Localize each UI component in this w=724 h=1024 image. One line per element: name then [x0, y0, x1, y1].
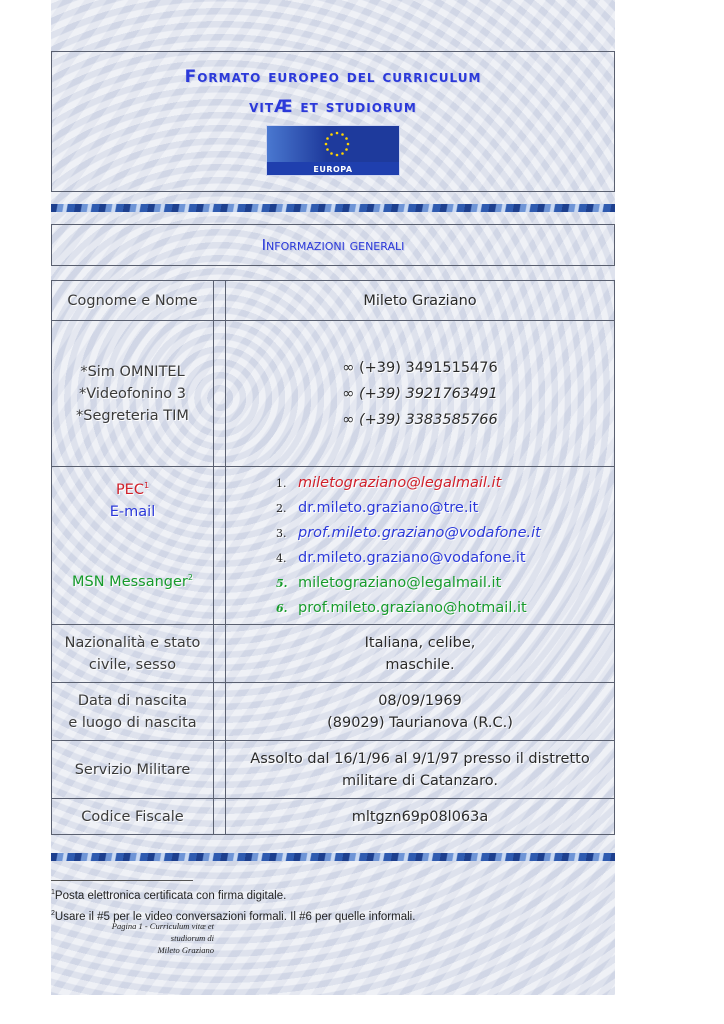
- footnote-2: $^2$Usare il #5 per le video conversazioni formali. Il #6 per quelle informali.: [51, 909, 416, 923]
- list-item: 6. prof.mileto.graziano@hotmail.it: [276, 597, 614, 620]
- page-footer-line-3: Mileto Graziano: [157, 945, 214, 955]
- nationality-value-1: Italiana, celibe,: [364, 634, 476, 651]
- document-title: [52, 62, 614, 122]
- pec-label: PEC: [115, 481, 144, 498]
- decorative-band-bottom: [51, 853, 615, 861]
- eu-stars-icon: [323, 130, 351, 158]
- row-birth: [52, 683, 615, 741]
- page-footer: [86, 920, 214, 956]
- footnote-ref-1: 1: [143, 481, 150, 490]
- fiscal-value: mltgzn69p08l063a: [351, 808, 489, 825]
- title-line-1: Formato europeo del curriculum: [184, 67, 482, 87]
- row-nationality: [52, 625, 615, 683]
- footnote-rule: [51, 880, 193, 881]
- footnote-ref-2: 2: [187, 572, 193, 582]
- title-box: [51, 51, 615, 192]
- flag-label: EUROPA: [313, 165, 353, 174]
- birth-place-value: (89029) Taurianova (R.C.): [327, 714, 513, 731]
- birth-date-value: 08/09/1969: [378, 692, 462, 709]
- page-footer-line-2: studiorum di: [170, 933, 214, 943]
- birth-label-2: e luogo di nascita: [68, 714, 197, 731]
- birth-label-1: Data di nascita: [77, 692, 188, 709]
- nationality-value-2: maschile.: [385, 656, 455, 673]
- page-footer-line-1: Pagina 1 - Curriculum vitæ et: [111, 921, 214, 931]
- section-header-box: [51, 224, 615, 266]
- name-value: Mileto Graziano: [363, 292, 477, 309]
- list-item: 4. dr.mileto.graziano@vodafone.it: [276, 547, 614, 570]
- nationality-label-1: Nazionalità e stato: [64, 634, 201, 651]
- email-link-2[interactable]: dr.mileto.graziano@tre.it: [298, 499, 479, 516]
- row-fiscal: [52, 799, 615, 835]
- military-value-1: Assolto dal 16/1/96 al 9/1/97 presso il distretto: [250, 750, 590, 767]
- phone-label-2: *Videofonino 3: [79, 385, 186, 402]
- row-name: [52, 281, 615, 321]
- eu-flag-logo: [266, 125, 400, 176]
- phone-value-1: ∞ (+39) 3491515476: [342, 359, 498, 376]
- nationality-label-2: civile, sesso: [88, 656, 177, 673]
- row-phones: [52, 321, 615, 467]
- phone-label-3: *Segreteria TIM: [76, 407, 189, 424]
- decorative-band-top: [51, 204, 615, 212]
- row-military: [52, 741, 615, 799]
- footnotes: [51, 880, 471, 926]
- list-item: 5. miletograziano@legalmail.it: [276, 572, 614, 595]
- email-list: [226, 472, 614, 620]
- footnote-1: $^1$Posta elettronica certificata con firma digitale.: [51, 889, 287, 902]
- info-table: [51, 280, 615, 835]
- msn-label: MSN Messanger: [72, 573, 188, 590]
- phone-value-2: ∞ (+39) 3921763491: [342, 385, 498, 402]
- list-item: 1. miletograziano@legalmail.it: [276, 472, 614, 495]
- email-link-6[interactable]: prof.mileto.graziano@hotmail.it: [298, 599, 527, 616]
- military-label: Servizio Militare: [74, 761, 191, 778]
- row-contacts: [52, 467, 615, 625]
- fiscal-label: Codice Fiscale: [81, 808, 184, 825]
- phone-label-1: *Sim OMNITEL: [80, 363, 185, 380]
- military-value-2: militare di Catanzaro.: [342, 772, 498, 789]
- email-link-4[interactable]: dr.mileto.graziano@vodafone.it: [298, 549, 526, 566]
- list-item: 2. dr.mileto.graziano@tre.it: [276, 497, 614, 520]
- email-link-3[interactable]: prof.mileto.graziano@vodafone.it: [298, 524, 541, 541]
- email-label: E-mail: [109, 503, 156, 520]
- email-link-5[interactable]: miletograziano@legalmail.it: [298, 574, 502, 591]
- email-link-1[interactable]: miletograziano@legalmail.it: [298, 474, 502, 491]
- phone-value-3: ∞ (+39) 3383585766: [342, 411, 498, 428]
- title-line-2: vitÆ et studiorum: [249, 97, 417, 117]
- section-title: Informazioni generali: [261, 236, 405, 254]
- list-item: 3. prof.mileto.graziano@vodafone.it: [276, 522, 614, 545]
- name-label: Cognome e Nome: [67, 292, 198, 309]
